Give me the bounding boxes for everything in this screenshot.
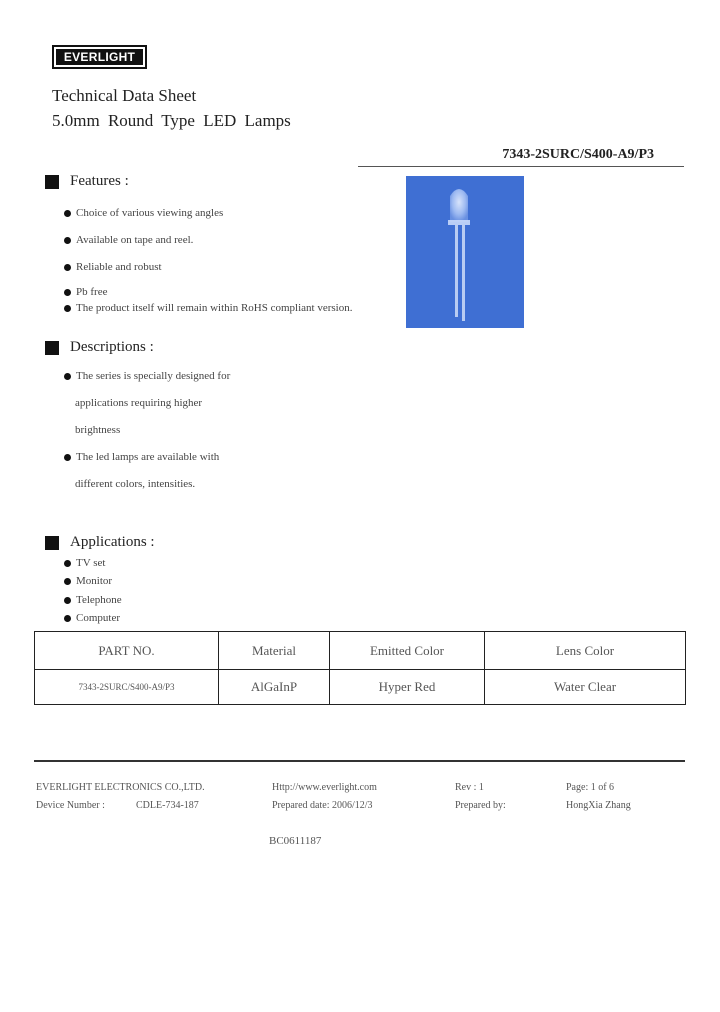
document-title: Technical Data Sheet [52, 86, 197, 105]
description-line: brightness [75, 424, 121, 436]
brand-logo [52, 45, 147, 69]
features-heading-label: Features : [70, 173, 129, 189]
table-header-cell: Emitted Color [330, 632, 485, 670]
bullet-icon [64, 373, 71, 380]
led-lamp-photo [406, 176, 524, 328]
feature-item: The product itself will remain within RoHS compliant version. [64, 302, 352, 314]
table-cell: AlGaInP [219, 670, 330, 705]
footer-company: EVERLIGHT ELECTRONICS CO.,LTD. [36, 782, 205, 793]
description-item: The led lamps are available with [64, 451, 219, 463]
table-cell: Water Clear [485, 670, 686, 705]
section-square-icon [45, 175, 59, 189]
footer-divider [34, 760, 685, 762]
brand-logo-text: EVERLIGHT [56, 49, 143, 65]
section-square-icon [45, 536, 59, 550]
bullet-icon [64, 237, 71, 244]
footer-prepared-date: Prepared date: 2006/12/3 [272, 800, 373, 811]
features-heading [45, 173, 129, 190]
part-number-heading: 7343-2SURC/S400-A9/P3 [502, 147, 654, 162]
part-number-divider [358, 166, 684, 167]
bullet-icon [64, 264, 71, 271]
footer-page: Page: 1 of 6 [566, 782, 615, 793]
application-item: Monitor [64, 575, 112, 587]
descriptions-heading-label: Descriptions : [70, 339, 154, 355]
description-line: different colors, intensities. [75, 478, 196, 490]
description-item: The series is specially designed for [64, 370, 230, 382]
bullet-icon [64, 615, 71, 622]
section-square-icon [45, 341, 59, 355]
table-row [35, 670, 686, 705]
application-item: Computer [64, 612, 120, 624]
feature-item: Choice of various viewing angles [64, 207, 223, 219]
table-header-cell: PART NO. [35, 632, 219, 670]
table-header-cell: Material [219, 632, 330, 670]
application-item: Telephone [64, 594, 122, 606]
footer-website[interactable]: Http://www.everlight.com [272, 782, 377, 793]
table-cell: 7343-2SURC/S400-A9/P3 [35, 670, 219, 705]
table-header-cell: Lens Color [485, 632, 686, 670]
bullet-icon [64, 454, 71, 461]
bullet-icon [64, 560, 71, 567]
spec-table [34, 631, 686, 705]
table-header-row [35, 632, 686, 670]
footer-device-label: Device Number : [36, 800, 105, 811]
applications-heading-label: Applications : [70, 534, 155, 550]
application-item: TV set [64, 557, 105, 569]
description-line: applications requiring higher [75, 397, 203, 409]
footer-device-value: CDLE-734-187 [136, 800, 199, 811]
led-lamp-illustration [406, 176, 524, 328]
bullet-icon [64, 305, 71, 312]
footer-prepared-by-label: Prepared by: [455, 800, 506, 811]
document-code: BC0611187 [269, 835, 322, 847]
footer-preparer: HongXia Zhang [566, 800, 631, 811]
feature-item: Pb free [64, 286, 107, 298]
bullet-icon [64, 578, 71, 585]
bullet-icon [64, 289, 71, 296]
document-subtitle: 5.0mm Round Type LED Lamps [52, 111, 291, 130]
table-cell: Hyper Red [330, 670, 485, 705]
footer-revision: Rev : 1 [455, 782, 484, 793]
bullet-icon [64, 597, 71, 604]
feature-item: Reliable and robust [64, 261, 162, 273]
bullet-icon [64, 210, 71, 217]
feature-item: Available on tape and reel. [64, 234, 193, 246]
descriptions-heading [45, 339, 154, 356]
applications-heading [45, 534, 155, 551]
